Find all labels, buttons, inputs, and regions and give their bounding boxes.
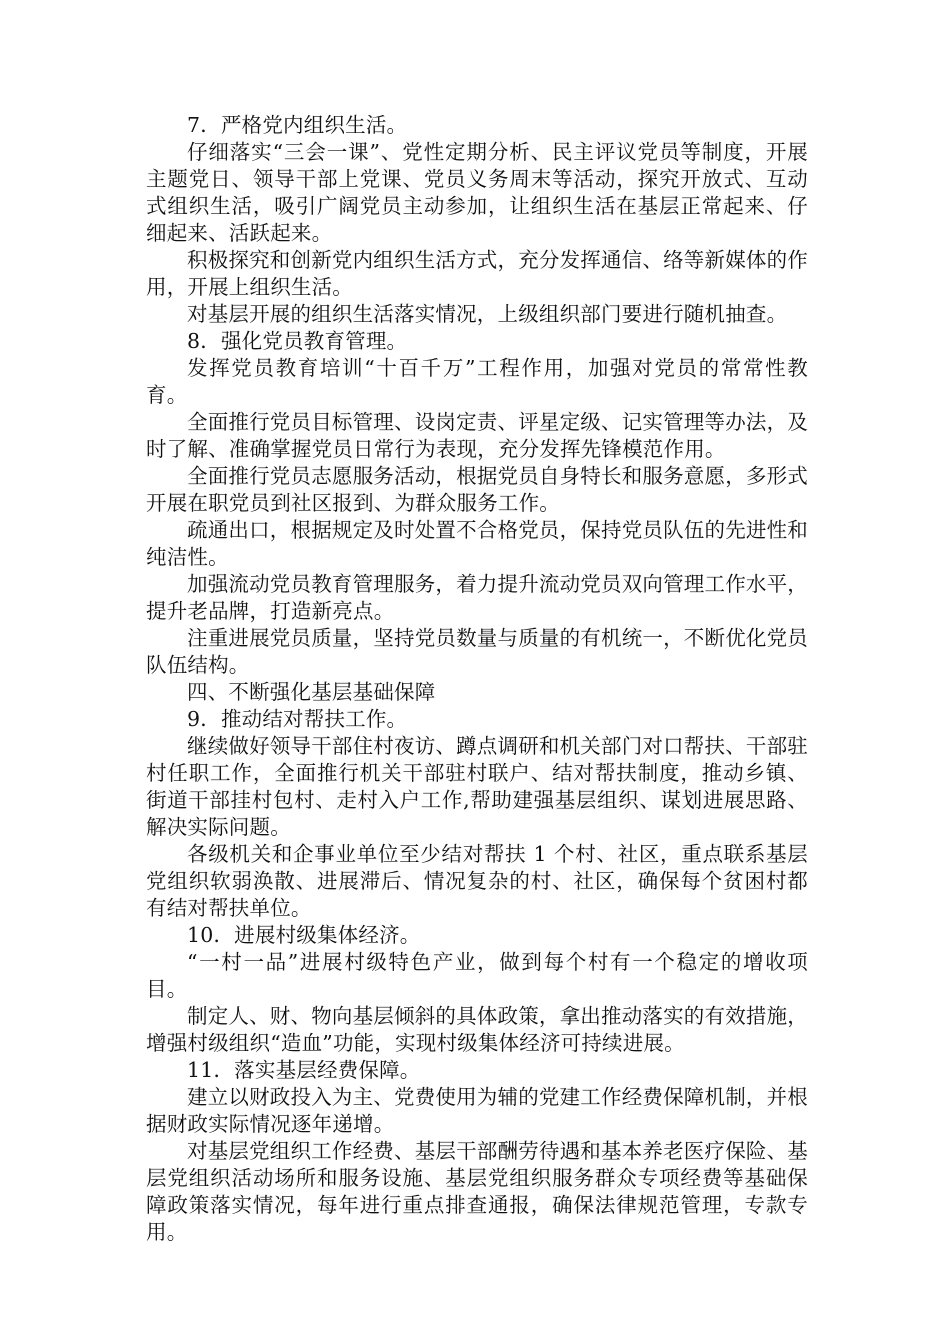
paragraph: 建立以财政投入为主、党费使用为辅的党建工作经费保障机制，并根据财政实际情况逐年递增。 — [146, 1085, 808, 1136]
section-heading-9: 9．推动结对帮扶工作。 — [187, 707, 408, 731]
paragraph: 对基层开展的组织生活落实情况，上级组织部门要进行随机抽查。 — [187, 302, 788, 326]
paragraph: 注重进展党员质量，坚持党员数量与质量的有机统一，不断优化党员队伍结构。 — [146, 626, 808, 677]
paragraph: 继续做好领导干部住村夜访、蹲点调研和机关部门对口帮扶、干部驻村任职工作，全面推行机关干部驻村联户、结对帮扶制度，推动乡镇、街道干部挂村包村、走村入户工作,帮助建强基层组织、谋划进展思路、解决实际问题。 — [146, 734, 808, 839]
paragraph: 制定人、财、物向基层倾斜的具体政策，拿出推动落实的有效措施，增强村级组织“造血”功能，实现村级集体经济可持续进展。 — [146, 1004, 808, 1055]
paragraph: 发挥党员教育培训“十百千万”工程作用，加强对党员的常常性教育。 — [146, 356, 808, 407]
paragraph: 加强流动党员教育管理服务，着力提升流动党员双向管理工作水平，提升老品牌，打造新亮点。 — [146, 572, 808, 623]
paragraph: 积极探究和创新党内组织生活方式，充分发挥通信、络等新媒体的作用，开展上组织生活。 — [146, 248, 808, 299]
paragraph: 对基层党组织工作经费、基层干部酬劳待遇和基本养老医疗保险、基层党组织活动场所和服务设施、基层党组织服务群众专项经费等基础保障政策落实情况，每年进行重点排查通报，确保法律规范管理，专款专用。 — [146, 1139, 808, 1244]
section-heading-11: 11．落实基层经费保障。 — [187, 1058, 421, 1082]
section-heading-8: 8．强化党员教育管理。 — [187, 329, 408, 353]
paragraph: 疏通出口，根据规定及时处置不合格党员，保持党员队伍的先进性和纯洁性。 — [146, 518, 808, 569]
paragraph: 各级机关和企事业单位至少结对帮扶 1 个村、社区，重点联系基层党组织软弱涣散、进展滞后、情况复杂的村、社区，确保每个贫困村都有结对帮扶单位。 — [146, 842, 808, 920]
paragraph: 全面推行党员志愿服务活动，根据党员自身特长和服务意愿，多形式开展在职党员到社区报到、为群众服务工作。 — [146, 464, 808, 515]
section-heading-10: 10．进展村级集体经济。 — [187, 923, 421, 947]
section-heading-7: 7．严格党内组织生活。 — [187, 113, 408, 137]
paragraph: 全面推行党员目标管理、设岗定责、评星定级、记实管理等办法，及时了解、准确掌握党员日常行为表现，充分发挥先锋模范作用。 — [146, 410, 808, 461]
paragraph: “一村一品”进展村级特色产业，做到每个村有一个稳定的增收项目。 — [146, 950, 808, 1001]
chapter-heading-4: 四、不断强化基层基础保障 — [187, 680, 436, 704]
document-body — [146, 112, 808, 1246]
paragraph: 仔细落实“三会一课”、党性定期分析、民主评议党员等制度，开展主题党日、领导干部上党课、党员义务周末等活动，探究开放式、互动式组织生活，吸引广阔党员主动参加，让组织生活在基层正常起来、仔细起来、活跃起来。 — [146, 140, 808, 245]
